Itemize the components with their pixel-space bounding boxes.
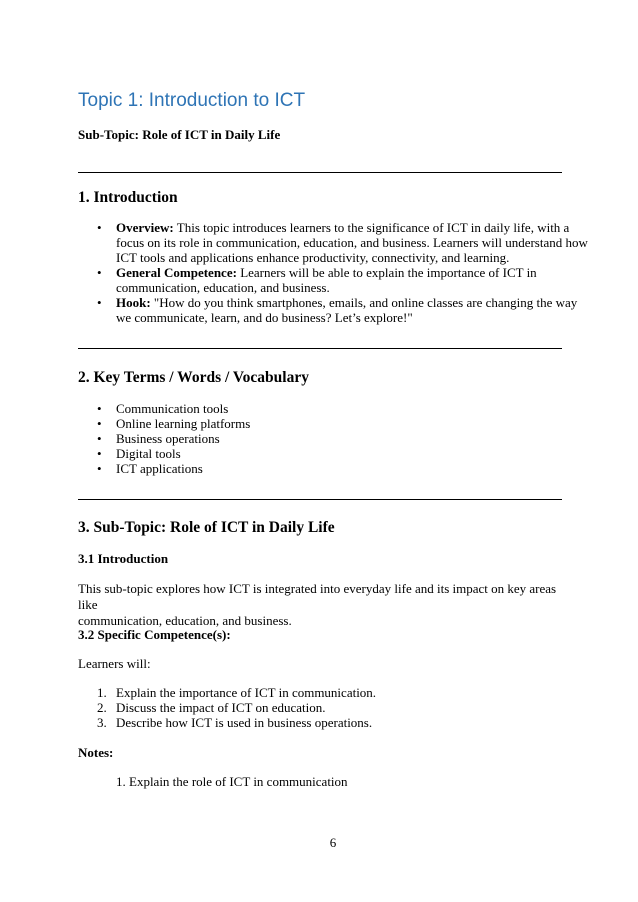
term-text: Digital tools (116, 446, 181, 461)
paragraph-line: communication, education, and business. (78, 613, 292, 628)
item-text: Learners will be able to explain the importance of ICT in (236, 265, 537, 280)
bullet-icon: • (97, 416, 102, 431)
item-label: General Competence: (116, 265, 237, 280)
key-terms-list (78, 401, 558, 476)
page-number: 6 (329, 835, 337, 850)
bullet-icon: • (97, 461, 102, 476)
bullet-icon: • (97, 295, 102, 310)
notes-item: 1. Explain the role of ICT in communication (116, 774, 348, 789)
item-label: Hook: (116, 295, 151, 310)
term-text: Online learning platforms (116, 416, 251, 431)
introduction-list (78, 220, 588, 325)
section-heading-subtopic: 3. Sub-Topic: Role of ICT in Daily Life (78, 519, 335, 536)
list-number: 1. (97, 685, 107, 700)
term-text: Business operations (116, 431, 220, 446)
competence-text: Describe how ICT is used in business operations. (116, 715, 373, 730)
list-number: 3. (97, 715, 107, 730)
subtopic-line: Sub-Topic: Role of ICT in Daily Life (78, 127, 281, 142)
topic-title: Topic 1: Introduction to ICT (78, 90, 306, 111)
list-item (78, 401, 558, 416)
item-text: "How do you think smartphones, emails, and online classes are changing the way (150, 295, 578, 310)
list-item (78, 265, 588, 295)
list-item (78, 685, 558, 700)
item-label: Overview: (116, 220, 174, 235)
divider (78, 348, 562, 349)
divider (78, 172, 562, 173)
competence-text: Explain the importance of ICT in communication. (116, 685, 377, 700)
subsection-heading-introduction: 3.1 Introduction (78, 551, 169, 566)
paragraph-line: This sub-topic explores how ICT is integrated into everyday life and its impact on key areas like (78, 581, 557, 612)
list-item (78, 220, 588, 265)
item-text: we communicate, learn, and do business? Let’s explore!" (116, 310, 413, 325)
item-text: communication, education, and business. (116, 280, 330, 295)
divider (78, 499, 562, 500)
learners-will-text: Learners will: (78, 656, 151, 671)
bullet-icon: • (97, 446, 102, 461)
competence-list (78, 685, 558, 730)
item-text: ICT tools and applications enhance productivity, connectivity, and learning. (116, 250, 510, 265)
list-item (78, 715, 558, 730)
item-text: focus on its role in communication, education, and business. Learners will understand how (116, 235, 588, 250)
notes-heading: Notes: (78, 745, 114, 760)
competence-text: Discuss the impact of ICT on education. (116, 700, 326, 715)
term-text: Communication tools (116, 401, 229, 416)
list-item (78, 295, 588, 325)
term-text: ICT applications (116, 461, 203, 476)
subtopic-intro-paragraph (78, 581, 578, 629)
list-item (78, 461, 558, 476)
subsection-heading-competence: 3.2 Specific Competence(s): (78, 627, 231, 642)
list-item (78, 700, 558, 715)
bullet-icon: • (97, 431, 102, 446)
section-heading-key-terms: 2. Key Terms / Words / Vocabulary (78, 369, 309, 386)
list-item (78, 431, 558, 446)
list-number: 2. (97, 700, 107, 715)
section-heading-introduction: 1. Introduction (78, 189, 178, 206)
bullet-icon: • (97, 220, 102, 235)
list-item (78, 416, 558, 431)
bullet-icon: • (97, 265, 102, 280)
item-text: This topic introduces learners to the significance of ICT in daily life, with a (173, 220, 570, 235)
bullet-icon: • (97, 401, 102, 416)
list-item (78, 446, 558, 461)
